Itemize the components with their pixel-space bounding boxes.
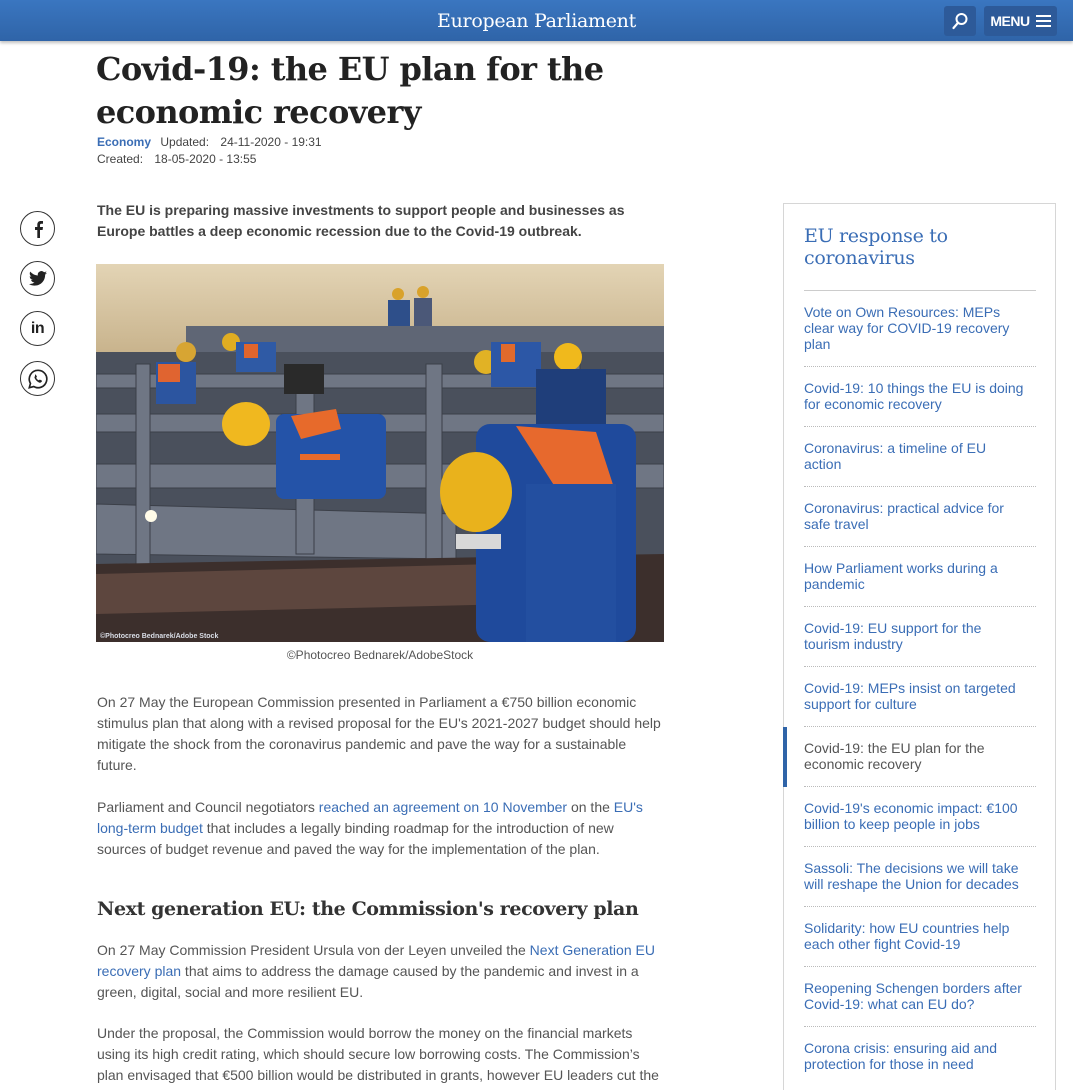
share-twitter-button[interactable] (20, 261, 55, 296)
updated-label: Updated: (160, 135, 210, 149)
sidebar-item-active[interactable]: Covid-19: the EU plan for the economic recovery (784, 727, 1036, 787)
paragraph-4: Under the proposal, the Commission would borrow the money on the financial markets using its high credit rating, which should secure low borrowing costs. The Commission’s plan envisaged that €500 billion would be distributed in grants, however EU leaders cut the (97, 1025, 659, 1083)
sidebar-title: EU response to coronavirus (804, 225, 948, 269)
menu-button[interactable] (984, 6, 1057, 36)
section-heading: Next generation EU: the Commission's recovery plan (97, 898, 639, 920)
sidebar-item[interactable]: Sassoli: The decisions we will take will reshape the Union for decades (784, 847, 1036, 907)
twitter-icon (29, 271, 47, 286)
linkedin-icon: in (30, 319, 45, 337)
share-facebook-button[interactable] (20, 211, 55, 246)
paragraph-2 (97, 797, 662, 860)
agreement-link[interactable]: reached an agreement on 10 November (318, 799, 568, 815)
sidebar-item[interactable]: Covid-19: MEPs insist on targeted support for culture (784, 667, 1036, 727)
article-hero-image (96, 264, 664, 642)
svg-text:©Photocreo Bednarek/Adobe Stoc: ©Photocreo Bednarek/Adobe Stock (100, 633, 219, 640)
text: Parliament and Council negotiators (97, 799, 319, 815)
next-generation-eu-link[interactable]: Next Generation EU recovery plan (97, 942, 655, 979)
sidebar-item[interactable]: Covid-19's economic impact: €100 billion to keep people in jobs (784, 787, 1036, 847)
sidebar-item[interactable]: Reopening Schengen borders after Covid-19: what can EU do? (784, 967, 1036, 1027)
hamburger-icon (1036, 15, 1051, 27)
article-lead: The EU is preparing massive investments to support people and businesses as Europe battles a deep economic recession due to the Covid-19 outbreak. (97, 202, 625, 239)
sidebar-item[interactable]: Solidarity: how EU countries help each other fight Covid-19 (784, 907, 1036, 967)
paragraph-1: On 27 May the European Commission presented in Parliament a €750 billion economic stimulus plan that along with a revised proposal for the EU's 2021-2027 budget should help mitigate the shock from the coronavirus pandemic and pave the way for a sustainable future. (97, 694, 661, 773)
whatsapp-icon (27, 368, 49, 390)
created-value: 18-05-2020 - 13:55 (154, 152, 257, 166)
sidebar-item[interactable]: Coronavirus: a timeline of EU action (784, 427, 1036, 487)
sidebar-item[interactable]: Corona crisis: ensuring aid and protection for those in need (804, 1040, 997, 1072)
paragraph-3 (97, 940, 662, 1003)
created-label: Created: (97, 152, 144, 166)
share-whatsapp-button[interactable] (20, 361, 55, 396)
page-title: Covid-19: the EU plan for the economic recovery (96, 50, 604, 131)
menu-label: MENU (990, 13, 1030, 29)
category-link[interactable]: Economy (97, 135, 152, 149)
article-meta (97, 134, 322, 168)
long-term-budget-link[interactable]: EU's long-term budget (97, 799, 643, 836)
updated-value: 24-11-2020 - 19:31 (220, 135, 322, 149)
text: that includes a legally binding roadmap for the introduction of new sources of budget revenue and paved the way for the implementation of the plan. (97, 820, 614, 857)
related-articles-sidebar (783, 203, 1056, 1090)
text: on the (567, 799, 614, 815)
share-bar (20, 211, 55, 411)
factory-workers-illustration (96, 264, 664, 642)
sidebar-item[interactable]: Vote on Own Resources: MEPs clear way for COVID-19 recovery plan (784, 291, 1036, 367)
text: that aims to address the damage caused by the pandemic and invest in a green, digital, social and more resilient EU. (97, 963, 639, 1000)
top-navigation-bar (0, 0, 1073, 41)
text: On 27 May Commission President Ursula von der Leyen unveiled the (97, 942, 530, 958)
sidebar-item[interactable]: Covid-19: 10 things the EU is doing for economic recovery (784, 367, 1036, 427)
site-title[interactable]: European Parliament (437, 10, 636, 32)
search-button[interactable] (944, 6, 976, 36)
search-icon (951, 12, 969, 30)
facebook-icon (32, 220, 44, 238)
sidebar-item[interactable]: How Parliament works during a pandemic (784, 547, 1036, 607)
sidebar-list (784, 291, 1055, 1087)
sidebar-item[interactable]: Coronavirus: practical advice for safe travel (784, 487, 1036, 547)
share-linkedin-button[interactable] (20, 311, 55, 346)
sidebar-item[interactable]: Covid-19: EU support for the tourism industry (784, 607, 1036, 667)
image-caption: ©Photocreo Bednarek/AdobeStock (286, 648, 474, 662)
